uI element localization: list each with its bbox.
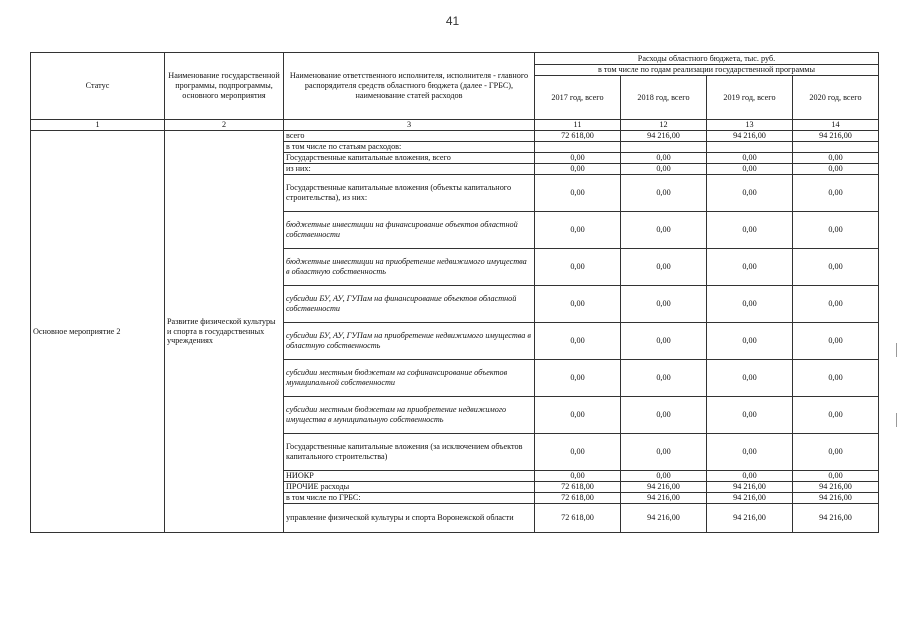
value-2020: 94 216,00: [793, 482, 879, 493]
row-label: субсидии местным бюджетам на приобретение недвижимого имущества в муниципальную собственность: [284, 397, 535, 434]
header-year-2017: 2017 год, всего: [535, 76, 621, 120]
value-2019: 0,00: [707, 434, 793, 471]
value-2018: 0,00: [621, 175, 707, 212]
column-number: 11: [535, 120, 621, 131]
value-2018: 0,00: [621, 397, 707, 434]
value-2018: 0,00: [621, 286, 707, 323]
value-2018: 0,00: [621, 164, 707, 175]
value-2019: 94 216,00: [707, 504, 793, 533]
row-label: Государственные капитальные вложения, всего: [284, 153, 535, 164]
table-row: [31, 131, 879, 142]
row-label: субсидии местным бюджетам на софинансирование объектов муниципальной собственности: [284, 360, 535, 397]
page-number: 41: [445, 14, 460, 28]
value-2020: [793, 142, 879, 153]
header-expenses: Расходы областного бюджета, тыс. руб.: [535, 53, 879, 65]
header-by-years: в том числе по годам реализации государственной программы: [535, 65, 879, 76]
value-2018: 0,00: [621, 360, 707, 397]
value-2019: 0,00: [707, 286, 793, 323]
budget-table: [30, 52, 879, 533]
value-2018: 94 216,00: [621, 131, 707, 142]
value-2020: 0,00: [793, 153, 879, 164]
column-numbers-row: [31, 120, 879, 131]
program-cell: Развитие физической культуры и спорта в государственных учреждениях: [165, 131, 284, 533]
column-number: 14: [793, 120, 879, 131]
value-2020: 0,00: [793, 249, 879, 286]
value-2018: [621, 142, 707, 153]
value-2019: 0,00: [707, 323, 793, 360]
value-2017: 0,00: [535, 360, 621, 397]
value-2017: 0,00: [535, 153, 621, 164]
value-2020: 0,00: [793, 164, 879, 175]
value-2017: 0,00: [535, 434, 621, 471]
value-2017: 72 618,00: [535, 504, 621, 533]
value-2017: 72 618,00: [535, 482, 621, 493]
value-2020: 94 216,00: [793, 493, 879, 504]
value-2019: 0,00: [707, 471, 793, 482]
row-label: Государственные капитальные вложения (объекты капитального строительства), из них:: [284, 175, 535, 212]
header-year-2020: 2020 год, всего: [793, 76, 879, 120]
column-number: 2: [165, 120, 284, 131]
value-2017: 0,00: [535, 164, 621, 175]
value-2020: 0,00: [793, 212, 879, 249]
value-2018: 94 216,00: [621, 504, 707, 533]
value-2019: 0,00: [707, 212, 793, 249]
row-label: бюджетные инвестиции на приобретение недвижимого имущества в областную собственность: [284, 249, 535, 286]
value-2017: 0,00: [535, 175, 621, 212]
value-2018: 0,00: [621, 212, 707, 249]
scan-mark: [896, 343, 897, 357]
column-number: 12: [621, 120, 707, 131]
value-2018: 0,00: [621, 471, 707, 482]
value-2019: 94 216,00: [707, 482, 793, 493]
value-2019: 0,00: [707, 164, 793, 175]
value-2020: 0,00: [793, 286, 879, 323]
value-2020: 0,00: [793, 360, 879, 397]
value-2018: 94 216,00: [621, 493, 707, 504]
value-2017: [535, 142, 621, 153]
value-2019: [707, 142, 793, 153]
value-2020: 0,00: [793, 397, 879, 434]
value-2019: 0,00: [707, 153, 793, 164]
row-label: в том числе по статьям расходов:: [284, 142, 535, 153]
header-year-2018: 2018 год, всего: [621, 76, 707, 120]
value-2019: 94 216,00: [707, 493, 793, 504]
row-label: Государственные капитальные вложения (за исключением объектов капитального строительства): [284, 434, 535, 471]
value-2019: 0,00: [707, 249, 793, 286]
header-status: Статус: [31, 53, 165, 120]
row-label: субсидии БУ, АУ, ГУПам на финансирование объектов областной собственности: [284, 286, 535, 323]
column-number: 1: [31, 120, 165, 131]
value-2017: 0,00: [535, 397, 621, 434]
value-2020: 94 216,00: [793, 504, 879, 533]
value-2017: 0,00: [535, 286, 621, 323]
value-2020: 94 216,00: [793, 131, 879, 142]
column-number: 13: [707, 120, 793, 131]
value-2019: 94 216,00: [707, 131, 793, 142]
value-2017: 0,00: [535, 212, 621, 249]
row-label: из них:: [284, 164, 535, 175]
row-label: ПРОЧИЕ расходы: [284, 482, 535, 493]
value-2019: 0,00: [707, 360, 793, 397]
header-program-name: Наименование государственной программы, подпрограммы, основного мероприятия: [165, 53, 284, 120]
value-2018: 0,00: [621, 153, 707, 164]
value-2019: 0,00: [707, 175, 793, 212]
value-2019: 0,00: [707, 397, 793, 434]
value-2017: 0,00: [535, 323, 621, 360]
value-2018: 0,00: [621, 434, 707, 471]
value-2018: 94 216,00: [621, 482, 707, 493]
row-label: субсидии БУ, АУ, ГУПам на приобретение недвижимого имущества в областную собственность: [284, 323, 535, 360]
row-label: бюджетные инвестиции на финансирование объектов областной собственности: [284, 212, 535, 249]
header-executor: Наименование ответственного исполнителя, исполнителя - главного распорядителя средств областного бюджета (далее - ГРБС), наименование статей расходов: [284, 53, 535, 120]
column-number: 3: [284, 120, 535, 131]
value-2018: 0,00: [621, 249, 707, 286]
scan-mark: [896, 413, 897, 427]
status-cell: Основное мероприятие 2: [31, 131, 165, 533]
value-2020: 0,00: [793, 434, 879, 471]
row-label: в том числе по ГРБС:: [284, 493, 535, 504]
value-2020: 0,00: [793, 471, 879, 482]
value-2017: 0,00: [535, 471, 621, 482]
value-2020: 0,00: [793, 323, 879, 360]
value-2017: 72 618,00: [535, 493, 621, 504]
value-2017: 72 618,00: [535, 131, 621, 142]
row-label: всего: [284, 131, 535, 142]
row-label: НИОКР: [284, 471, 535, 482]
row-label: управление физической культуры и спорта Воронежской области: [284, 504, 535, 533]
header-year-2019: 2019 год, всего: [707, 76, 793, 120]
value-2020: 0,00: [793, 175, 879, 212]
value-2017: 0,00: [535, 249, 621, 286]
value-2018: 0,00: [621, 323, 707, 360]
